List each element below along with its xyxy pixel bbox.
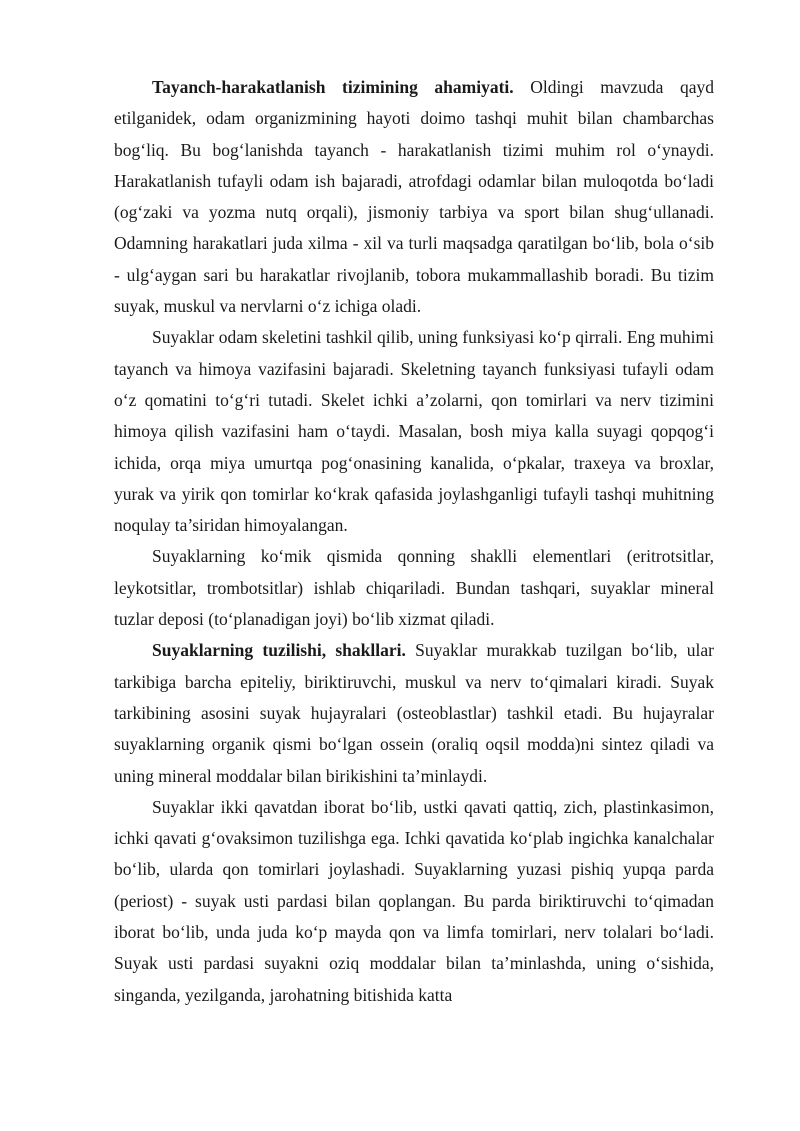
paragraph-bone-layers (114, 792, 714, 1011)
paragraph-text: Suyaklar ikki qavatdan iborat bo‘lib, ustki qavati qattiq, zich, plastinkasimon, ichki qavati g‘ovaksimon tuzilishga ega. Ichki qavatida ko‘plab ingichka kanalchalar bo‘lib, ularda qon tomirlari joylashadi. Suyaklarning yuzasi pishiq yupqa parda (periost) - suyak usti pardasi bilan qoplangan. Bu parda biriktiruvchi to‘qimadan iborat bo‘lib, unda juda ko‘p mayda qon va limfa tomirlari, nerv tolalari bo‘ladi. Suyak usti pardasi suyakni oziq moddalar bilan ta’minlashda, uning o‘sishida, singanda, yezilganda, jarohatning bitishida katta (114, 796, 714, 1005)
paragraph-skeleton-functions (114, 322, 714, 541)
paragraph-bone-structure (114, 635, 714, 791)
heading-bone-structure: Suyaklarning tuzilishi, shakllari. (152, 640, 406, 661)
paragraph-bone-marrow (114, 541, 714, 635)
paragraph-importance (114, 72, 714, 322)
heading-importance: Tayanch-harakatlanish tizimining ahamiyati. (152, 77, 514, 97)
paragraph-text: Suyaklar odam skeletini tashkil qilib, uning funksiyasi ko‘p qirrali. Eng muhimi tayanch va himoya vazifasini bajaradi. Skeletning tayanch funksiyasi tufayli odam o‘z qomatini to‘g‘ri tutadi. Skelet ichki a’zolarni, qon tomirlari va nerv tizimini himoya qilish vazifasini ham o‘taydi. Masalan, bosh miya kalla suyagi qopqog‘i ichida, orqa miya umurtqa pog‘onasining kanalida, o‘pkalar, traxeya va broxlar, yurak va yirik qon tomirlar ko‘krak qafasida joylashganligi tufayli tashqi muhitning noqulay ta’siridan himoyalangan. (114, 327, 714, 536)
paragraph-text: Suyaklar murakkab tuzilgan bo‘lib, ular tarkibiga barcha epiteliy, biriktiruvchi, muskul va nerv to‘qimalari kiradi. Suyak tarkibining asosini suyak hujayralari (osteoblastlar) tashkil etadi. Bu hujayralar suyaklarning organik qismi bo‘lgan ossein (oraliq oqsil modda)ni sintez qiladi va uning mineral moddalar bilan birikishini ta’minlaydi. (114, 640, 714, 786)
paragraph-text: Oldingi mavzuda qayd etilganidek, odam organizmining hayoti doimo tashqi muhit bilan chambarchas bog‘liq. Bu bog‘lanishda tayanch - harakatlanish tizimi muhim rol o‘ynaydi. Harakatlanish tufayli odam ish bajaradi, atrofdagi odamlar bilan muloqotda bo‘ladi (og‘zaki va yozma nutq orqali), jismoniy tarbiya va sport bilan shug‘ullanadi. Odamning harakatlari juda xilma - xil va turli maqsadga qaratilgan bo‘lib, bola o‘sib - ulg‘aygan sari bu harakatlar rivojlanib, tobora mukammallashib boradi. Bu tizim suyak, muskul va nervlarni o‘z ichiga oladi. (114, 77, 715, 317)
paragraph-text: Suyaklarning ko‘mik qismida qonning shaklli elementlari (eritrotsitlar, leykotsitlar, trombotsitlar) ishlab chiqariladi. Bundan tashqari, suyaklar mineral tuzlar deposi (to‘planadigan joyi) bo‘lib xizmat qiladi. (114, 546, 714, 630)
